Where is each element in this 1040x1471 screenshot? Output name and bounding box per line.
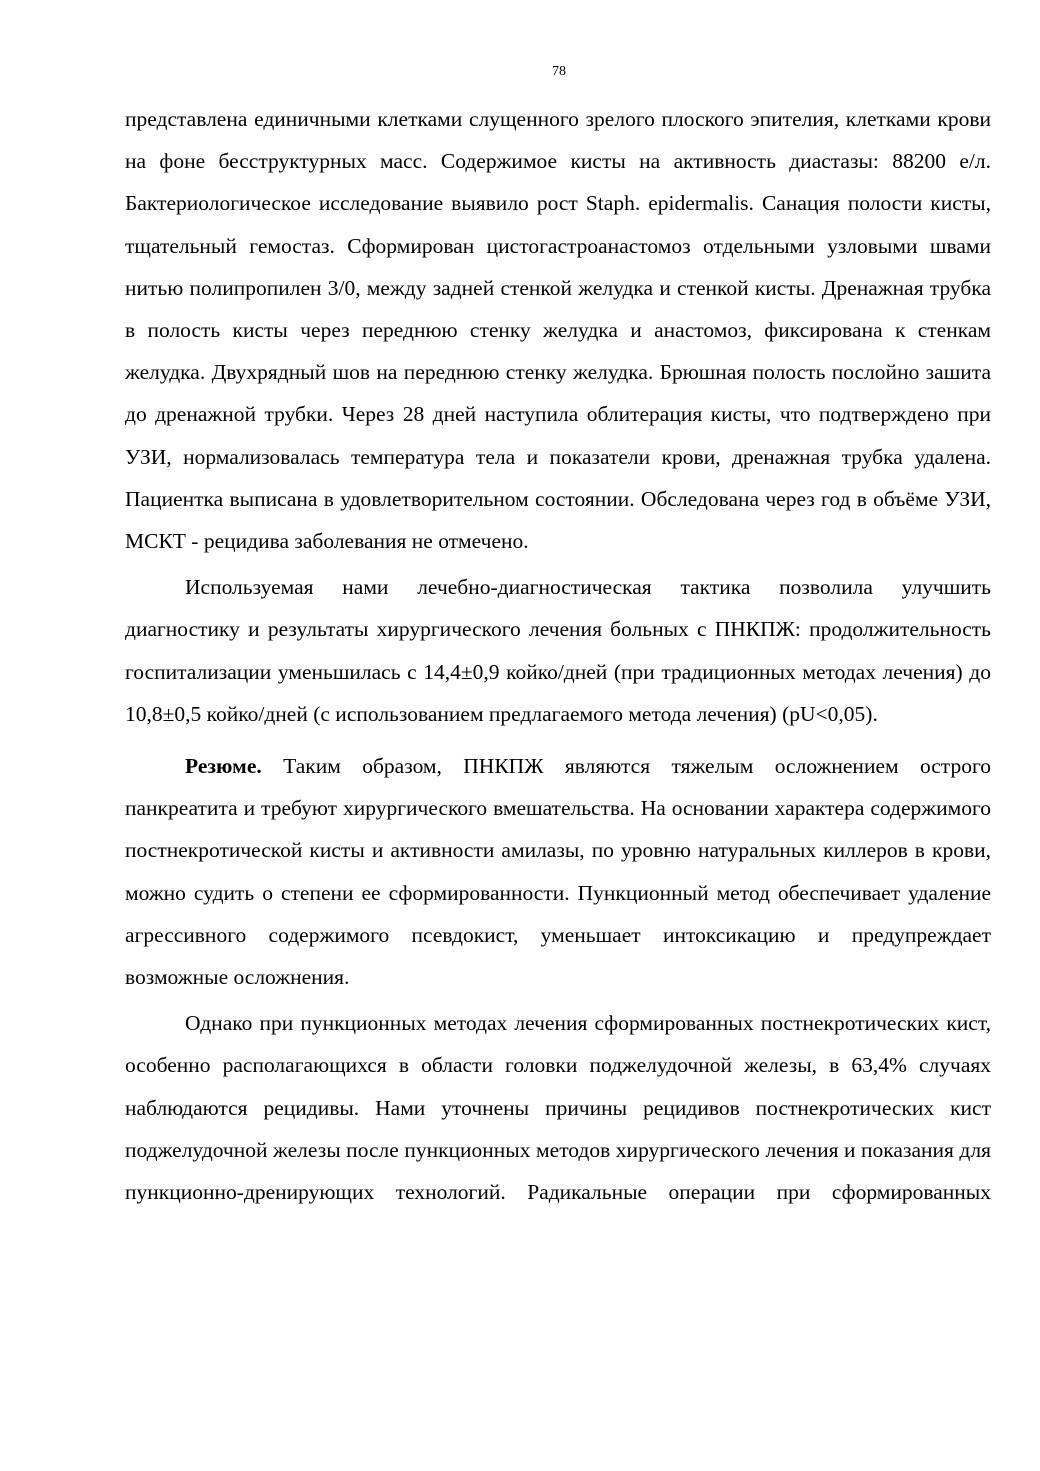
document-body — [125, 98, 991, 1213]
paragraph-tactics-results: Используемая нами лечебно-диагностическая тактика позволила улучшить диагностику и результаты хирургического лечения больных с ПНКПЖ: продолжительность госпитализации уменьшилась с 14,4±0,9 койко/дней (при традиционных методах лечения) до 10,8±0,5 койко/дней (с использованием предлагаемого метода лечения) (pU<0,05). — [125, 575, 991, 726]
paragraph-case-description: представлена единичными клетками слущенного зрелого плоского эпителия, клетками крови на фоне бесструктурных масс. Содержимое кисты на активность диастазы: 88200 е/л. Бактериологическое исследование выявило рост Staph. epidermalis. Санация полости кисты, тщательный гемостаз. Сформирован цистогастроанастомоз отдельными узловыми швами нитью полипропилен 3/0, между задней стенкой желудка и стенкой кисты. Дренажная трубка в полость кисты через переднюю стенку желудка и анастомоз, фиксирована к стенкам желудка. Двухрядный шов на переднюю стенку желудка. Брюшная полость послойно зашита до дренажной трубки. Через 28 дней наступила облитерация кисты, что подтверждено при УЗИ, нормализовалась температура тела и показатели крови, дренажная трубка удалена. Пациентка выписана в удовлетворительном состоянии. Обследована через год в объёме УЗИ, МСКТ - рецидива заболевания не отмечено. — [125, 107, 991, 554]
page-number: 78 — [552, 64, 566, 79]
summary-heading: Резюме. — [185, 754, 262, 779]
paragraph-summary — [125, 745, 991, 998]
summary-text: Таким образом, ПНКПЖ являются тяжелым осложнением острого панкреатита и требуют хирургического вмешательства. На основании характера содержимого постнекротической кисты и активности амилазы, по уровню натуральных киллеров в крови, можно судить о степени ее сформированности. Пункционный метод обеспечивает удаление агрессивного содержимого псевдокист, уменьшает интоксикацию и предупреждает возможные осложнения. — [125, 754, 991, 990]
paragraph-recurrence: Однако при пункционных методах лечения сформированных постнекротических кист, особенно располагающихся в области головки поджелудочной железы, в 63,4% случаях наблюдаются рецидивы. Нами уточнены причины рецидивов постнекротических кист поджелудочной железы после пункционных методов хирургического лечения и показания для пункционно-дренирующих технологий. Радикальные операции при сформированных — [125, 1011, 991, 1205]
